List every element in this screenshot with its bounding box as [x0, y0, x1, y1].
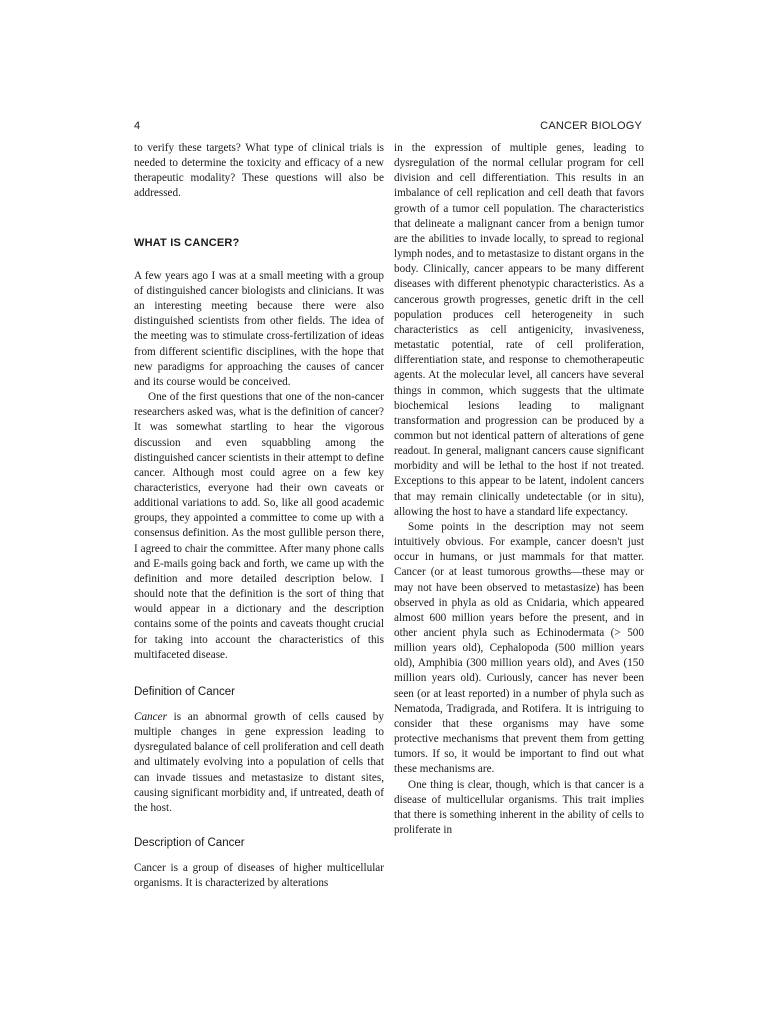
running-head: [134, 120, 642, 136]
body-paragraph: Some points in the description may not seem intuitively obvious. For example, cancer doesn't just occur in humans, or just mammals for that matter. Cancer (or at least tumorous growths—these may or may not have been observed to metastasize) has been observed in phyla as old as Cnidaria, which appeared almost 600 million years before the present, and in other ancient phyla such as Echinodermata (> 500 million years old), Cephalopoda (500 million years old), Amphibia (300 million years old), and Aves (150 million years old). Curiously, cancer has never been seen (or at least reported) in a number of phyla such as Nematoda, Tradigrada, and Rotifera. It is intriguing to consider that these organisms may have some protective mechanisms that prevent them from getting tumors. If so, it would be important to find out what these mechanisms are.: [394, 520, 644, 776]
definition-text: is an abnormal growth of cells caused by multiple changes in gene expression leading to dysregulated balance of cell proliferation and cell death and ultimately evolving into a population of cells that can invade tissues and metastasize to distant sites, causing significant morbidity and, if untreated, death of the host.: [134, 711, 384, 814]
body-paragraph: in the expression of multiple genes, leading to dysregulation of the normal cellular program for cell division and cell differentiation. This results in an imbalance of cell replication and cell death that favors growth of a tumor cell population. The characteristics that delineate a malignant cancer from a benign tumor are the abilities to invade locally, to spread to regional lymph nodes, and to metastasize to distant organs in the body. Clinically, cancer appears to be many different diseases with different phenotypic characteristics. As a cancerous growth progresses, genetic drift in the cell population produces cell heterogeneity in such characteristics as cell antigenicity, invasiveness, metastatic potential, rate of cell proliferation, differentiation state, and response to chemotherapeutic agents. At the molecular level, all cancers have several things in common, which suggests that the ultimate biochemical lesions leading to malignant transformation and progression can be produced by a common but not identical pattern of alterations of gene readout. In general, malignant cancers cause significant morbidity and will be lethal to the host if not treated. Exceptions to this appear to be latent, indolent cancers that may remain clinically undetectable (or in situ), allowing the host to have a standard life expectancy.: [394, 142, 644, 518]
right-column: [394, 141, 644, 838]
intro-paragraph: to verify these targets? What type of clinical trials is needed to determine the toxicity and efficacy of a new therapeutic modality? These questions will also be addressed.: [134, 142, 384, 200]
running-title: CANCER BIOLOGY: [540, 120, 642, 132]
left-column: [134, 141, 384, 892]
description-paragraph: Cancer is a group of diseases of higher multicellular organisms. It is characterized by alterations: [134, 862, 384, 890]
definition-paragraph: [134, 710, 384, 816]
definition-term: Cancer: [134, 711, 167, 723]
body-paragraph: One thing is clear, though, which is that cancer is a disease of multicellular organisms. This trait implies that there is something inherent in the ability of cells to proliferate in: [394, 778, 644, 837]
body-paragraph: One of the first questions that one of the non-cancer researchers asked was, what is the definition of cancer? It was somewhat startling to hear the vigorous discussion and even squabbling among the distinguished cancer scientists in their attempt to define cancer. Although most could agree on a few key characteristics, everyone had their own caveats or additional variations to add. So, like all good academic groups, they appointed a committee to come up with a consensus definition. As the most gullible person there, I agreed to chair the committee. After many phone calls and E-mails going back and forth, we came up with the definition and more detailed description below. I should note that the definition is the sort of thing that would appear in a dictionary and the description contains some of the points and caveats thought crucial for taking into account the characteristics of this multifaceted disease.: [134, 391, 384, 661]
section-heading: WHAT IS CANCER?: [134, 236, 240, 249]
body-paragraph: A few years ago I was at a small meeting with a group of distinguished cancer biologists and clinicians. It was an interesting meeting because there were also distinguished scientists from other fields. The idea of the meeting was to stimulate cross-fertilization of ideas from different scientific disciplines, with the hope that new paradigms for approaching the causes of cancer and its course would be conceived.: [134, 269, 384, 388]
subheading-definition: Definition of Cancer: [134, 685, 235, 698]
subheading-description: Description of Cancer: [134, 837, 245, 850]
page-number: 4: [134, 120, 141, 132]
